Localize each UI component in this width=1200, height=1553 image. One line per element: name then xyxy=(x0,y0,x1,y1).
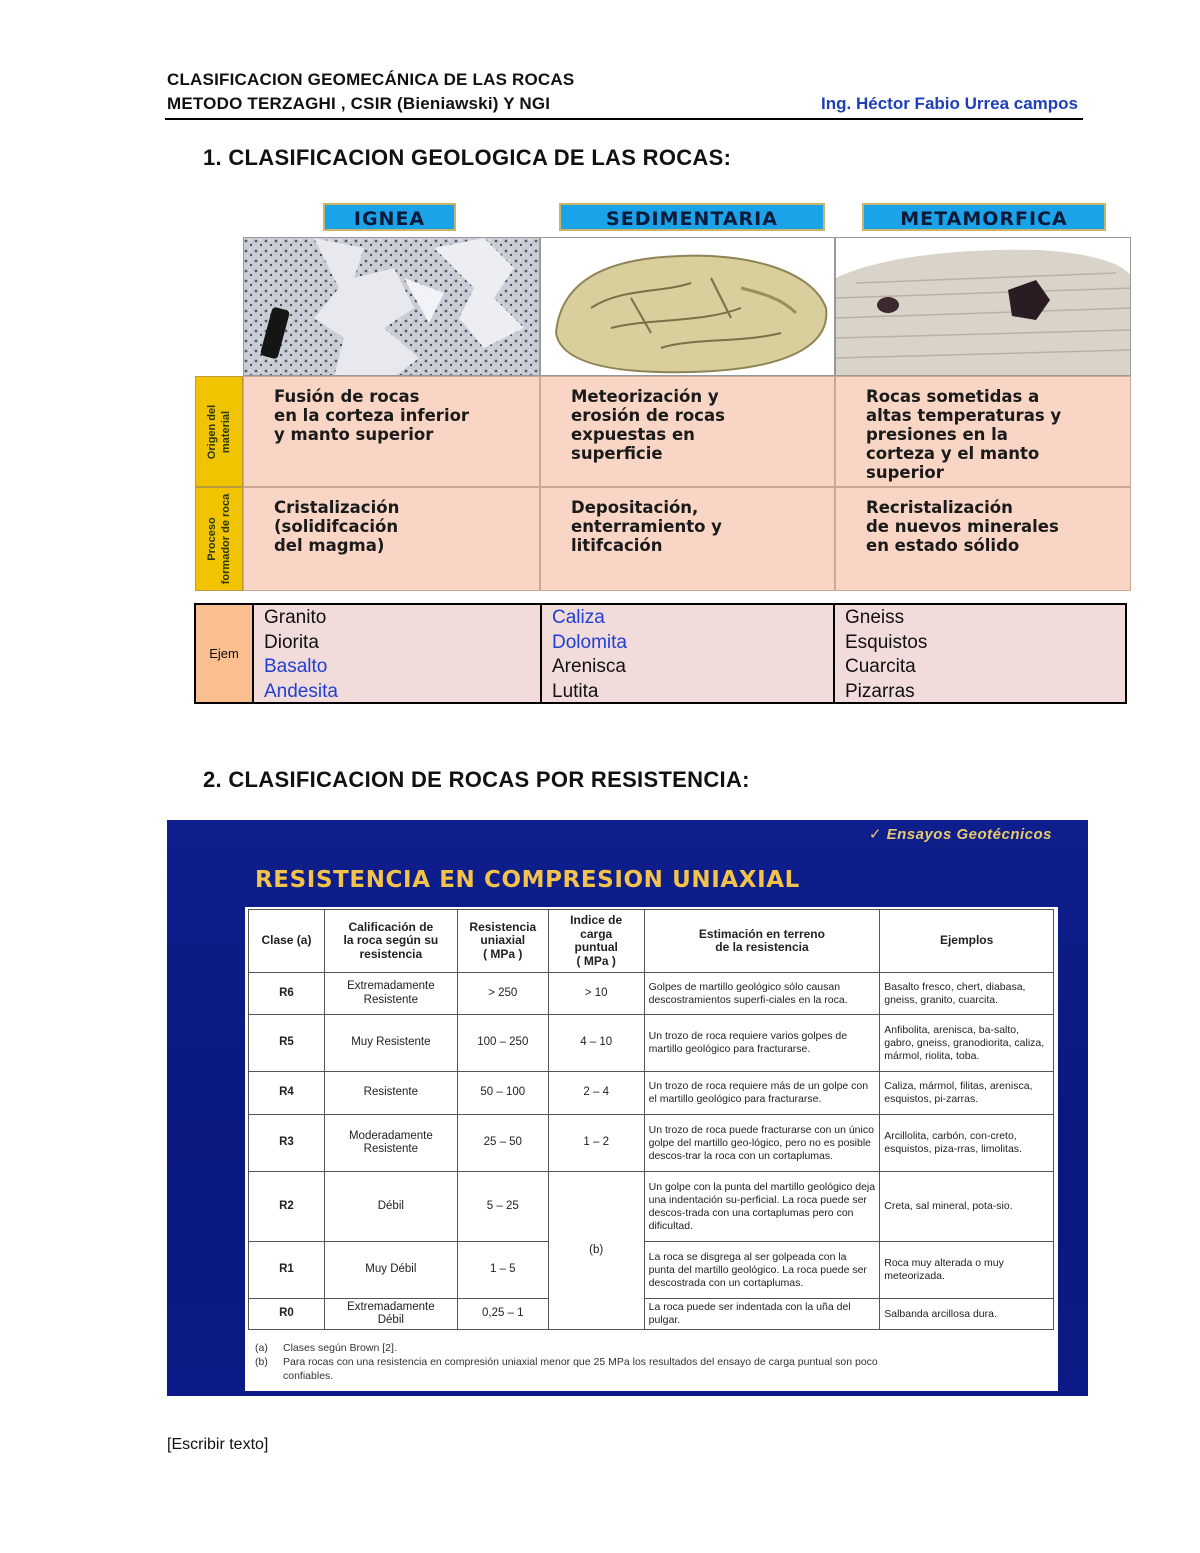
note-a: (a) Clases según Brown [2]. xyxy=(255,1342,397,1354)
cell-calificacion: Moderadamente Resistente xyxy=(324,1115,457,1172)
examples-metamorfica xyxy=(835,605,1125,702)
cell-resistencia: 25 – 50 xyxy=(457,1115,548,1172)
cell-indice: > 10 xyxy=(548,973,644,1015)
cell-clase: R4 xyxy=(249,1072,325,1115)
cell-indice: (b) xyxy=(548,1172,644,1330)
cell-calificacion: Muy Resistente xyxy=(324,1015,457,1072)
table-row xyxy=(249,1242,1054,1299)
origin-sedimentaria: Meteorización y erosión de rocas expuestas en superficie xyxy=(540,376,835,487)
section-2-title: 2. CLASIFICACION DE ROCAS POR RESISTENCIA: xyxy=(203,767,750,792)
cell-clase: R3 xyxy=(249,1115,325,1172)
cell-resistencia: 0,25 – 1 xyxy=(457,1299,548,1330)
cell-ejemplos: Caliza, mármol, filitas, arenisca, esquistos, pi-zarras. xyxy=(880,1072,1054,1115)
process-metamorfica: Recristalización de nuevos minerales en estado sólido xyxy=(835,487,1131,591)
cell-resistencia: 100 – 250 xyxy=(457,1015,548,1072)
cell-calificacion: Muy Débil xyxy=(324,1242,457,1299)
cell-ejemplos: Anfibolita, arenisca, ba-salto, gabro, gneiss, granodiorita, caliza, mármol, riolita, toba. xyxy=(880,1015,1054,1072)
resistance-table xyxy=(248,909,1054,1330)
cell-ejemplos: Salbanda arcillosa dura. xyxy=(880,1299,1054,1330)
cell-resistencia: 1 – 5 xyxy=(457,1242,548,1299)
header-rule xyxy=(165,118,1083,120)
resistance-table-panel xyxy=(245,907,1058,1391)
example-item: Andesita xyxy=(264,680,338,702)
examples-sedimentaria xyxy=(542,605,835,702)
cell-clase: R1 xyxy=(249,1242,325,1299)
cell-ejemplos: Creta, sal mineral, pota-sio. xyxy=(880,1172,1054,1242)
example-item: Esquistos xyxy=(845,631,928,653)
cell-ejemplos: Arcillolita, carbón, con-creto, esquistos, piza-rras, limolitas. xyxy=(880,1115,1054,1172)
example-item: Cuarcita xyxy=(845,656,916,677)
cell-estimacion: Un golpe con la punta del martillo geológico deja una indentación su-perficial. La roca puede ser descos-trada con una cortaplumas pero con dificultad. xyxy=(644,1172,880,1242)
footer-placeholder[interactable]: [Escribir texto] xyxy=(167,1436,269,1453)
example-item: Arenisca xyxy=(552,656,626,677)
section-1-title: 1. CLASIFICACION GEOLOGICA DE LAS ROCAS: xyxy=(203,145,732,170)
metamorphic-rock-photo xyxy=(835,237,1131,376)
cell-indice: 4 – 10 xyxy=(548,1015,644,1072)
cell-estimacion: Un trozo de roca requiere varios golpes de martillo geológico para fracturarse. xyxy=(644,1015,880,1072)
cell-clase: R6 xyxy=(249,973,325,1015)
cell-indice: 1 – 2 xyxy=(548,1115,644,1172)
cell-estimacion: Un trozo de roca requiere más de un golpe con el martillo geológico para fracturarse. xyxy=(644,1072,880,1115)
cell-estimacion: La roca se disgrega al ser golpeada con la punta del martillo geológico. La roca puede ser descostrada con un cortaplumas. xyxy=(644,1242,880,1299)
process-ignea: Cristalización (solidifcación del magma) xyxy=(243,487,540,591)
cell-resistencia: > 250 xyxy=(457,973,548,1015)
process-sedimentaria: Depositación, enterramiento y litifcación xyxy=(540,487,835,591)
example-item: Granito xyxy=(264,607,327,628)
header-clase: Clase (a) xyxy=(249,910,325,973)
header-resistencia: Resistencia uniaxial ( MPa ) xyxy=(457,910,548,973)
document-author: Ing. Héctor Fabio Urrea campos xyxy=(821,94,1078,113)
cell-calificacion: Débil xyxy=(324,1172,457,1242)
cell-clase: R0 xyxy=(249,1299,325,1330)
example-item: Dolomita xyxy=(552,631,627,653)
document-header-title: CLASIFICACION GEOMECÁNICA DE LAS ROCAS xyxy=(167,70,575,89)
example-item: Gneiss xyxy=(845,607,905,628)
example-item: Caliza xyxy=(552,607,605,628)
cell-calificacion: Extremadamente Débil xyxy=(324,1299,457,1330)
origin-metamorfica: Rocas sometidas a altas temperaturas y presiones en la corteza y el manto superior xyxy=(835,376,1131,487)
note-b: (b) Para rocas con una resistencia en compresión uniaxial menor que 25 MPa los resultados del ensayo de carga puntual son poco xyxy=(255,1356,878,1368)
row-label-proceso: Proceso formador de roca xyxy=(195,487,243,591)
header-ejemplos: Ejemplos xyxy=(880,910,1054,973)
table-row xyxy=(249,1072,1054,1115)
resistance-slide xyxy=(167,820,1088,1396)
slide-tag: ✓ Ensayos Geotécnicos xyxy=(868,826,1052,843)
table-header-row xyxy=(249,910,1054,973)
cell-calificacion: Extremadamente Resistente xyxy=(324,973,457,1015)
cell-estimacion: Un trozo de roca puede fracturarse con un único golpe del martillo geo-lógico, pero no es posible descos-trar la roca con un cortaplumas. xyxy=(644,1115,880,1172)
cell-resistencia: 50 – 100 xyxy=(457,1072,548,1115)
examples-table xyxy=(194,603,1127,704)
row-label-origen: Origen del material xyxy=(195,376,243,487)
example-item: Basalto xyxy=(264,656,328,677)
igneous-rock-photo xyxy=(243,237,540,376)
examples-ignea xyxy=(254,605,542,702)
example-item: Diorita xyxy=(264,631,319,653)
cell-ejemplos: Basalto fresco, chert, diabasa, gneiss, granito, cuarcita. xyxy=(880,973,1054,1015)
category-label-ignea: IGNEA xyxy=(323,203,456,231)
cell-clase: R2 xyxy=(249,1172,325,1242)
table-notes xyxy=(255,1341,878,1383)
table-row xyxy=(249,1015,1054,1072)
table-row xyxy=(249,1172,1054,1242)
slide-title: RESISTENCIA EN COMPRESION UNIAXIAL xyxy=(255,867,800,893)
cell-estimacion: Golpes de martillo geológico sólo causan descostramientos superfi-ciales en la roca. xyxy=(644,973,880,1015)
example-item: Lutita xyxy=(552,680,599,702)
header-estimacion: Estimación en terreno de la resistencia xyxy=(644,910,880,973)
cell-estimacion: La roca puede ser indentada con la uña del pulgar. xyxy=(644,1299,880,1330)
example-item: Pizarras xyxy=(845,680,915,702)
cell-indice: 2 – 4 xyxy=(548,1072,644,1115)
origin-ignea: Fusión de rocas en la corteza inferior y manto superior xyxy=(243,376,540,487)
sedimentary-rock-photo xyxy=(540,237,835,376)
category-label-metamorfica: METAMORFICA xyxy=(862,203,1106,231)
category-label-sedimentaria: SEDIMENTARIA xyxy=(559,203,825,231)
document-header-subtitle: METODO TERZAGHI , CSIR (Bieniawski) Y NGI xyxy=(167,94,551,113)
examples-label: Ejem xyxy=(196,605,254,702)
note-b-cont: confiables. xyxy=(283,1370,334,1382)
header-indice: Indice de carga puntual ( MPa ) xyxy=(548,910,644,973)
table-row xyxy=(249,1115,1054,1172)
header-calificacion: Calificación de la roca según su resistencia xyxy=(324,910,457,973)
cell-resistencia: 5 – 25 xyxy=(457,1172,548,1242)
table-row xyxy=(249,973,1054,1015)
cell-ejemplos: Roca muy alterada o muy meteorizada. xyxy=(880,1242,1054,1299)
cell-clase: R5 xyxy=(249,1015,325,1072)
table-row xyxy=(249,1299,1054,1330)
cell-calificacion: Resistente xyxy=(324,1072,457,1115)
